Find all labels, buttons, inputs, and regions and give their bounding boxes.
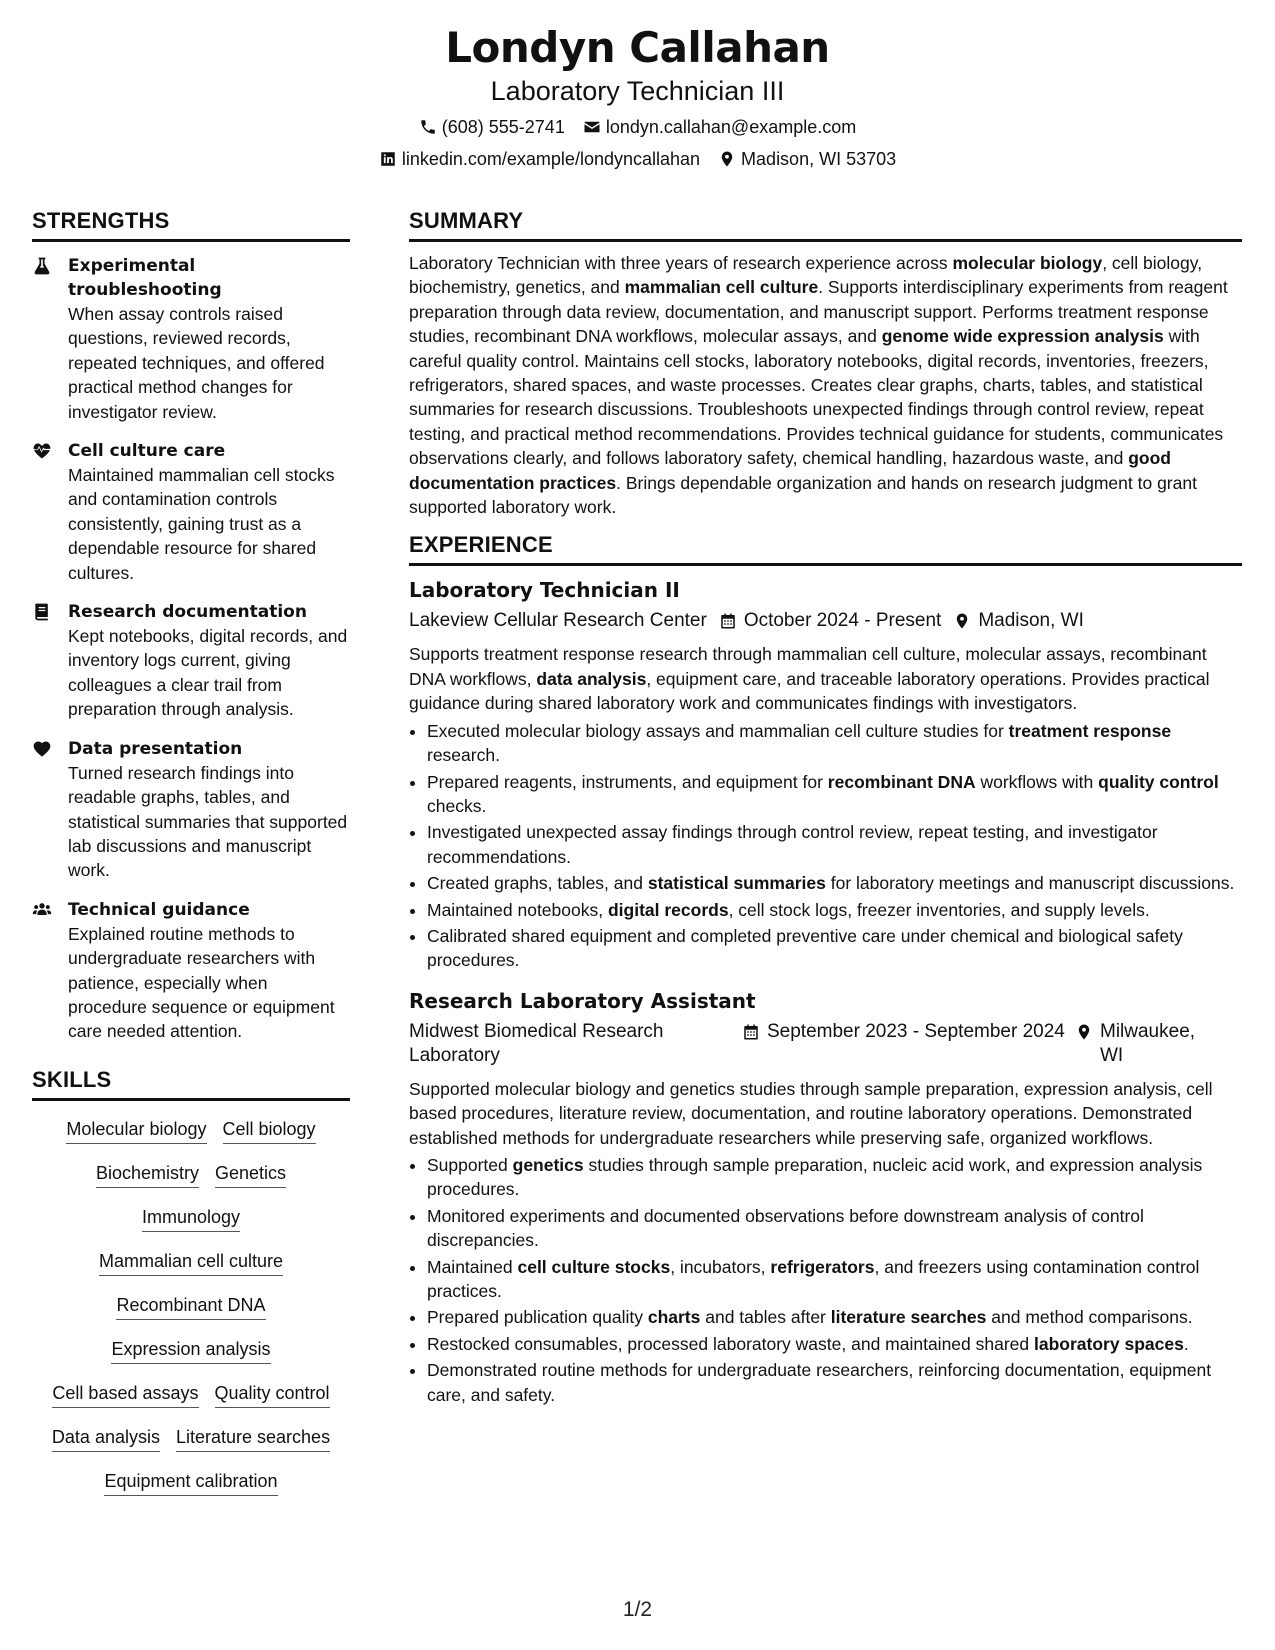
heartbeat-icon — [32, 441, 52, 461]
text-run: for laboratory meetings and manuscript discussions. — [825, 873, 1235, 894]
text-run: , cell stock logs, freezer inventories, and supply levels. — [728, 899, 1150, 920]
experience-heading: EXPERIENCE — [409, 531, 1242, 566]
contact-row-1 — [0, 115, 1275, 139]
skill-tag: Data analysis — [52, 1425, 160, 1452]
skill-tag: Equipment calibration — [104, 1469, 277, 1496]
map-marker-icon — [718, 150, 736, 168]
text-run: Demonstrated routine methods for undergraduate researchers, reinforcing documentation, equipment care, and safety. — [427, 1360, 1212, 1405]
text-run: research. — [427, 745, 500, 766]
job-company — [409, 609, 707, 633]
strength-desc: Kept notebooks, digital records, and inventory logs current, giving colleagues a clear trail from preparation through analysis. — [68, 626, 348, 720]
email-text: londyn.callahan@example.com — [605, 117, 857, 137]
skill-tag: Expression analysis — [111, 1337, 270, 1364]
text-run: Calibrated shared equipment and completed preventive care under chemical and biological safety procedures. — [427, 925, 1183, 971]
strength-item — [32, 254, 350, 424]
company-text: Lakeview Cellular Research Center — [409, 610, 707, 632]
phone-text: (608) 555-2741 — [441, 117, 565, 137]
page-number: 1/2 — [622, 1598, 653, 1621]
job-bullets — [409, 719, 1242, 973]
skill-row — [32, 1469, 350, 1496]
bullet-item — [427, 1305, 1242, 1329]
job-dates — [742, 1020, 1075, 1068]
bold-text: digital records — [607, 899, 729, 920]
job-location — [953, 609, 1084, 633]
text-run: Monitored experiments and documented observations before downstream analysis of control discrepancies. — [427, 1205, 1144, 1251]
strength-item — [32, 600, 350, 722]
skill-tag: Genetics — [215, 1161, 286, 1188]
bullet-item — [427, 924, 1242, 973]
skills-heading: SKILLS — [32, 1066, 350, 1101]
bullet-item — [427, 1332, 1242, 1356]
calendar-icon — [719, 612, 737, 630]
dates-text: September 2023 - September 2024 — [767, 1020, 1065, 1042]
skill-row — [32, 1161, 350, 1188]
text-run: Restocked consumables, processed laboratory waste, and maintained shared — [427, 1333, 1035, 1354]
contact-row-2 — [0, 147, 1275, 171]
bullet-item — [427, 820, 1242, 869]
candidate-name: Londyn Callahan — [445, 23, 830, 72]
skill-row — [32, 1249, 350, 1276]
flask-icon — [32, 256, 52, 276]
text-run: Supported — [427, 1154, 513, 1175]
linkedin-contact[interactable] — [379, 147, 700, 171]
skill-row — [32, 1205, 350, 1232]
bullet-item — [427, 719, 1242, 768]
summary-heading: SUMMARY — [409, 207, 1242, 242]
job-title: Research Laboratory Assistant — [409, 988, 756, 1013]
text-run: Prepared reagents, instruments, and equipment for — [427, 771, 828, 792]
bold-text: refrigerators — [770, 1256, 875, 1277]
text-run: , and freezers using contamination control practices. — [427, 1256, 1200, 1301]
job-bullets — [409, 1153, 1242, 1407]
strength-item — [32, 737, 350, 883]
skill-tag: Quality control — [215, 1381, 330, 1408]
users-icon — [32, 900, 52, 920]
bold-text: laboratory spaces — [1034, 1333, 1184, 1354]
text-run: studies through sample preparation, nucleic acid work, and expression analysis procedures. — [427, 1154, 1203, 1200]
bullet-item — [427, 898, 1242, 922]
bullet-item — [427, 1153, 1242, 1202]
bullet-item — [427, 770, 1242, 819]
skill-tag: Biochemistry — [96, 1161, 199, 1188]
job-entry — [409, 576, 1242, 972]
bullet-item — [427, 1204, 1242, 1253]
skills-list — [32, 1117, 350, 1496]
text-run: Created graphs, tables, and — [427, 873, 648, 894]
bold-text: genetics — [512, 1154, 584, 1175]
skill-tag: Cell based assays — [52, 1381, 198, 1408]
text-run: with careful quality control. Maintains cell stocks, laboratory notebooks, digital records, inventories, freezers, refrigerators, shared spaces, and waste processes. Creates clear graphs, charts, tables, and statistical summaries for research discussions. Troubleshoots unexpected findings through control review, repeat testing, and practical method recommendations. Provides technical guidance for students, communicates observations clearly, and follows laboratory safety, chemical handling, hazardous waste, and — [409, 326, 1224, 469]
calendar-icon — [742, 1023, 760, 1041]
skill-tag: Mammalian cell culture — [99, 1249, 283, 1276]
text-run: Supports treatment response research through mammalian cell culture, molecular assays, recombinant DNA workflows, — [409, 644, 1207, 689]
strength-item — [32, 439, 350, 585]
text-run: . Supports interdisciplinary experiments from reagent preparation through data review, documentation, and manuscript support. Performs treatment response studies, recombinant DNA workflows, molecular assays, and — [409, 277, 1228, 347]
bold-text: treatment response — [1008, 720, 1172, 741]
skill-row — [32, 1381, 350, 1408]
heart-icon — [32, 739, 52, 759]
job-company — [409, 1020, 742, 1068]
strength-title: Experimental troubleshooting — [68, 256, 222, 300]
location-contact — [718, 147, 896, 171]
phone-contact[interactable] — [419, 115, 565, 139]
skill-row — [32, 1425, 350, 1452]
bullet-item — [427, 871, 1242, 895]
skills-section — [32, 1066, 350, 1496]
strength-title: Technical guidance — [68, 899, 250, 920]
skill-tag: Literature searches — [176, 1425, 330, 1452]
text-run: checks. — [427, 795, 487, 816]
strength-title: Data presentation — [68, 738, 243, 759]
strengths-list — [32, 254, 350, 1044]
strength-item — [32, 898, 350, 1044]
bold-text: literature searches — [830, 1307, 987, 1328]
text-run: , equipment care, and traceable laboratory operations. Provides practical guidance during shared laboratory work and communicates findings with investigators. — [409, 668, 1210, 714]
job-dates — [719, 609, 942, 633]
bold-text: charts — [647, 1307, 701, 1328]
bold-text: good documentation practices — [409, 448, 1171, 493]
candidate-title: Laboratory Technician III — [490, 76, 785, 106]
dates-text: October 2024 - Present — [743, 610, 942, 632]
job-title: Laboratory Technician II — [409, 578, 680, 603]
text-run: Prepared publication quality — [427, 1307, 648, 1328]
text-run: and tables after — [700, 1307, 831, 1328]
skill-tag: Cell biology — [223, 1117, 316, 1144]
linkedin-icon — [379, 150, 397, 168]
job-description — [409, 642, 1242, 715]
summary-text — [409, 251, 1242, 519]
job-entry — [409, 987, 1242, 1407]
bold-text: statistical summaries — [647, 873, 826, 894]
linkedin-text: linkedin.com/example/londyncallahan — [401, 149, 701, 169]
text-run: workflows with — [975, 771, 1099, 792]
job-description — [409, 1077, 1242, 1150]
strength-title: Cell culture care — [68, 441, 226, 462]
bold-text: quality control — [1098, 771, 1219, 792]
company-text: Midwest Biomedical Research Laboratory — [409, 1020, 664, 1066]
text-run: Maintained notebooks, — [427, 899, 608, 920]
text-run: , incubators, — [670, 1256, 771, 1277]
skill-tag: Immunology — [142, 1205, 240, 1232]
strengths-heading: STRENGTHS — [32, 207, 350, 242]
right-column — [409, 207, 1242, 1409]
left-column — [32, 207, 350, 1513]
skill-tag: Molecular biology — [66, 1117, 206, 1144]
email-contact[interactable] — [583, 115, 856, 139]
bold-text: data analysis — [536, 668, 647, 689]
text-run: Executed molecular biology assays and mammalian cell culture studies for — [427, 720, 1009, 741]
strength-title: Research documentation — [68, 602, 307, 623]
location-text: Milwaukee, WI — [1100, 1020, 1196, 1066]
bold-text: recombinant DNA — [827, 771, 976, 792]
job-meta — [409, 609, 1242, 633]
envelope-icon — [583, 118, 601, 136]
text-run: and method comparisons. — [986, 1307, 1193, 1328]
strength-desc: Explained routine methods to undergraduate researchers with patience, especially when procedure sequence or equipment care needed attention. — [68, 923, 335, 1042]
text-run: Maintained — [427, 1256, 518, 1277]
location-text: Madison, WI — [978, 610, 1084, 632]
bold-text: mammalian cell culture — [624, 277, 819, 298]
map-marker-icon — [953, 612, 971, 630]
location-text: Madison, WI 53703 — [741, 149, 897, 169]
bold-text: molecular biology — [952, 253, 1103, 273]
bullet-item — [427, 1358, 1242, 1407]
skill-tag: Recombinant DNA — [116, 1293, 265, 1320]
text-run: Laboratory Technician with three years of research experience across — [409, 253, 953, 273]
bold-text: genome wide expression analysis — [881, 326, 1164, 347]
phone-icon — [419, 118, 437, 136]
bold-text: cell culture stocks — [517, 1256, 671, 1277]
job-location — [1075, 1020, 1205, 1068]
strength-desc: When assay controls raised questions, reviewed records, repeated techniques, and offered practical method changes for investigator review. — [68, 304, 325, 422]
skill-row — [32, 1337, 350, 1364]
text-run: , cell biology, biochemistry, genetics, and — [409, 253, 1203, 298]
text-run: Supported molecular biology and genetics studies through sample preparation, expression analysis, cell based procedures, literature review, documentation, and routine laboratory operations. Demonstrated established methods for undergraduate researchers while preserving safe, organized workflows. — [409, 1078, 1213, 1148]
resume-header — [0, 22, 1275, 171]
text-run: Investigated unexpected assay findings through control review, repeat testing, and investigator recommendations. — [427, 822, 1158, 867]
skill-row — [32, 1293, 350, 1320]
skill-row — [32, 1117, 350, 1144]
experience-section — [409, 531, 1242, 1407]
strength-desc: Turned research findings into readable graphs, tables, and statistical summaries that supported lab discussions and manuscript work. — [68, 762, 348, 881]
text-run: . Brings dependable organization and hands on research judgment to grant supported laboratory work. — [409, 472, 1197, 518]
strength-desc: Maintained mammalian cell stocks and contamination controls consistently, gaining trust as a dependable resource for shared cultures. — [68, 465, 335, 583]
text-run: . — [1183, 1333, 1189, 1354]
bullet-item — [427, 1255, 1242, 1304]
map-marker-icon — [1075, 1023, 1093, 1041]
book-icon — [32, 602, 52, 622]
job-meta — [409, 1020, 1242, 1068]
